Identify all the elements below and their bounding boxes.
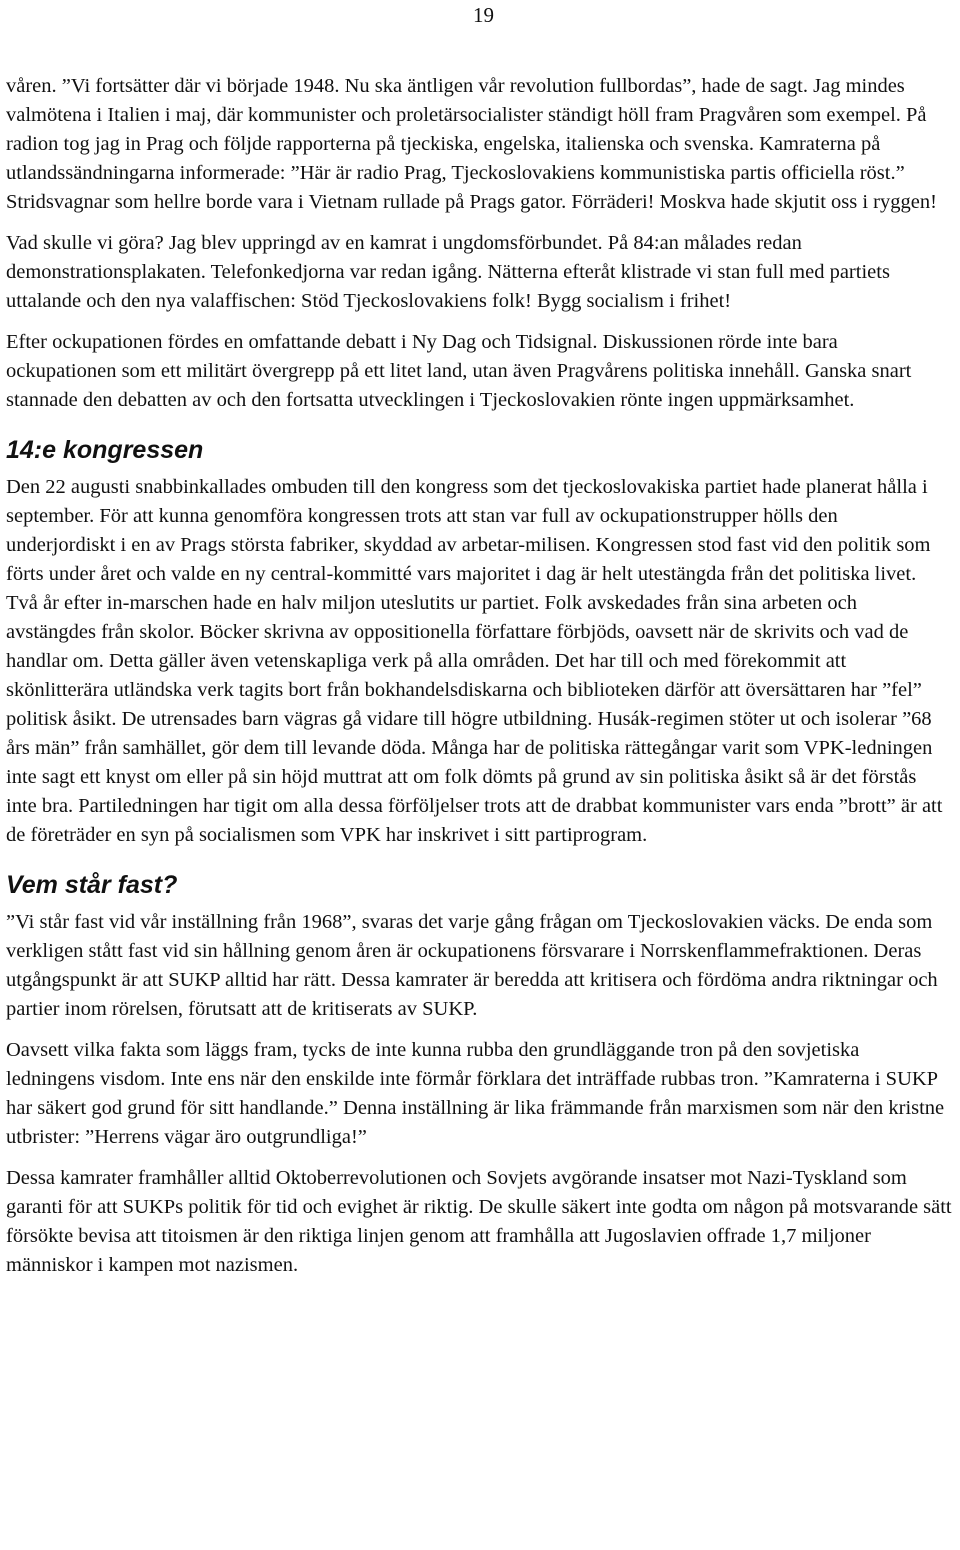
paragraph: Vad skulle vi göra? Jag blev uppringd av en kamrat i ungdomsförbundet. På 84:an målades redan demonstrationsplakaten. Telefonkedjorna var redan igång. Nätterna efteråt klistrade vi stan full med partiets uttalande och den nya valaffischen: Stöd Tjeckoslovakiens folk! Bygg socialism i frihet! — [6, 232, 890, 312]
paragraph: Oavsett vilka fakta som läggs fram, tycks de inte kunna rubba den grundläggande tron på den sovjetiska ledningens visdom. Inte ens när den enskilde inte förmår förklara det inträffade rubbas tron. ”Kamraterna i SUKP har säkert god grund för sitt handlande.” Denna inställning är lika främmande från marxismen som när den kristne utbrister: ”Herrens vägar äro outgrundliga!” — [6, 1039, 945, 1148]
paragraph: våren. ”Vi fortsätter där vi började 1948. Nu ska äntligen vår revolution fullbordas”, hade de sagt. Jag mindes valmötena i Italien i maj, där kommunister och proletärsocialister ständigt höll fram Pragvåren som exempel. På radion tog jag in Prag och följde rapporterna på tjeckiska, engelska, italienska och svenska. Kamraterna på utlandssändningarna informerade: ”Här är radio Prag, Tjeckoslovakiens kommunistiska partis officiella röst.” Stridsvagnar som hellre borde vara i Vietnam rullade på Prags gator. Förräderi! Moskva hade skjutit oss i ryggen! — [6, 75, 937, 213]
page-number: 19 — [473, 3, 494, 27]
document-body — [6, 72, 952, 1280]
paragraph: Den 22 augusti snabbinkallades ombuden till den kongress som det tjeckoslovakiska partiet hade planerat hålla i september. För att kunna genomföra kongressen trots att stan var full av ockupationstrupper hölls den underjordiskt i en av Prags största fabriker, skyddad av arbetar-milisen. Kongressen stod fast vid den politik som förts under året och valde en ny central-kommitté vars majoritet i dag är helt utestängda från det politiska livet. Två år efter in-marschen hade en halv miljon uteslutits ur partiet. Folk avskedades från sina arbeten och avstängdes från skolor. Böcker skrivna av oppositionella författare förbjöds, oavsett när de skrivits och vad de handlar om. Detta gäller även vetenskapliga verk på alla områden. Det har till och med förekommit att skönlitterära utländska verk tagits bort från bokhandelsdiskarna och biblioteken därför att översättaren har ”fel” politisk åsikt. De utrensades barn vägras gå vidare till högre utbildning. Husák-regimen stöter ut och isolerar ”68 års män” från samhället, gör dem till levande döda. Många har de politiska rättegångar varit som VPK-ledningen inte sagt ett knyst om eller på sin höjd muttrat att om folk dömts på grund av sin politiska åsikt så är det förstås inte bra. Partiledningen har tigit om alla dessa förföljelser trots att de drabbat kommunister vars enda ”brott” är att de företräder en syn på socialismen som VPK har inskrivet i sitt partiprogram. — [6, 476, 943, 846]
paragraph: Dessa kamrater framhåller alltid Oktoberrevolutionen och Sovjets avgörande insatser mot Nazi-Tyskland som garanti för att SUKPs politik för tid och evighet är riktig. De skulle säkert inte godta om någon på motsvarande sätt försökte bevisa att titoismen är den riktiga linjen genom att framhålla att Jugoslavien offrade 1,7 miljoner människor i kampen mot nazismen. — [6, 1167, 952, 1276]
section-heading: Vem står fast? — [6, 871, 178, 899]
paragraph: Efter ockupationen fördes en omfattande debatt i Ny Dag och Tidsignal. Diskussionen rörde inte bara ockupationen som ett militärt övergrepp på ett litet land, utan även Pragvårens politiska innehåll. Ganska snart stannade den debatten av och den fortsatta utvecklingen i Tjeckoslovakien rönte ingen uppmärksamhet. — [6, 331, 912, 411]
section-heading: 14:e kongressen — [6, 436, 204, 464]
paragraph: ”Vi står fast vid vår inställning från 1968”, svaras det varje gång frågan om Tjeckoslovakien väcks. De enda som verkligen stått fast vid sin hållning genom åren är ockupationens försvarare i Norrskenflammefraktionen. Deras utgångspunkt är att SUKP alltid har rätt. Dessa kamrater är beredda att kritisera och fördöma andra riktningar och partier inom rörelsen, förutsatt att de kritiserats av SUKP. — [6, 911, 938, 1020]
